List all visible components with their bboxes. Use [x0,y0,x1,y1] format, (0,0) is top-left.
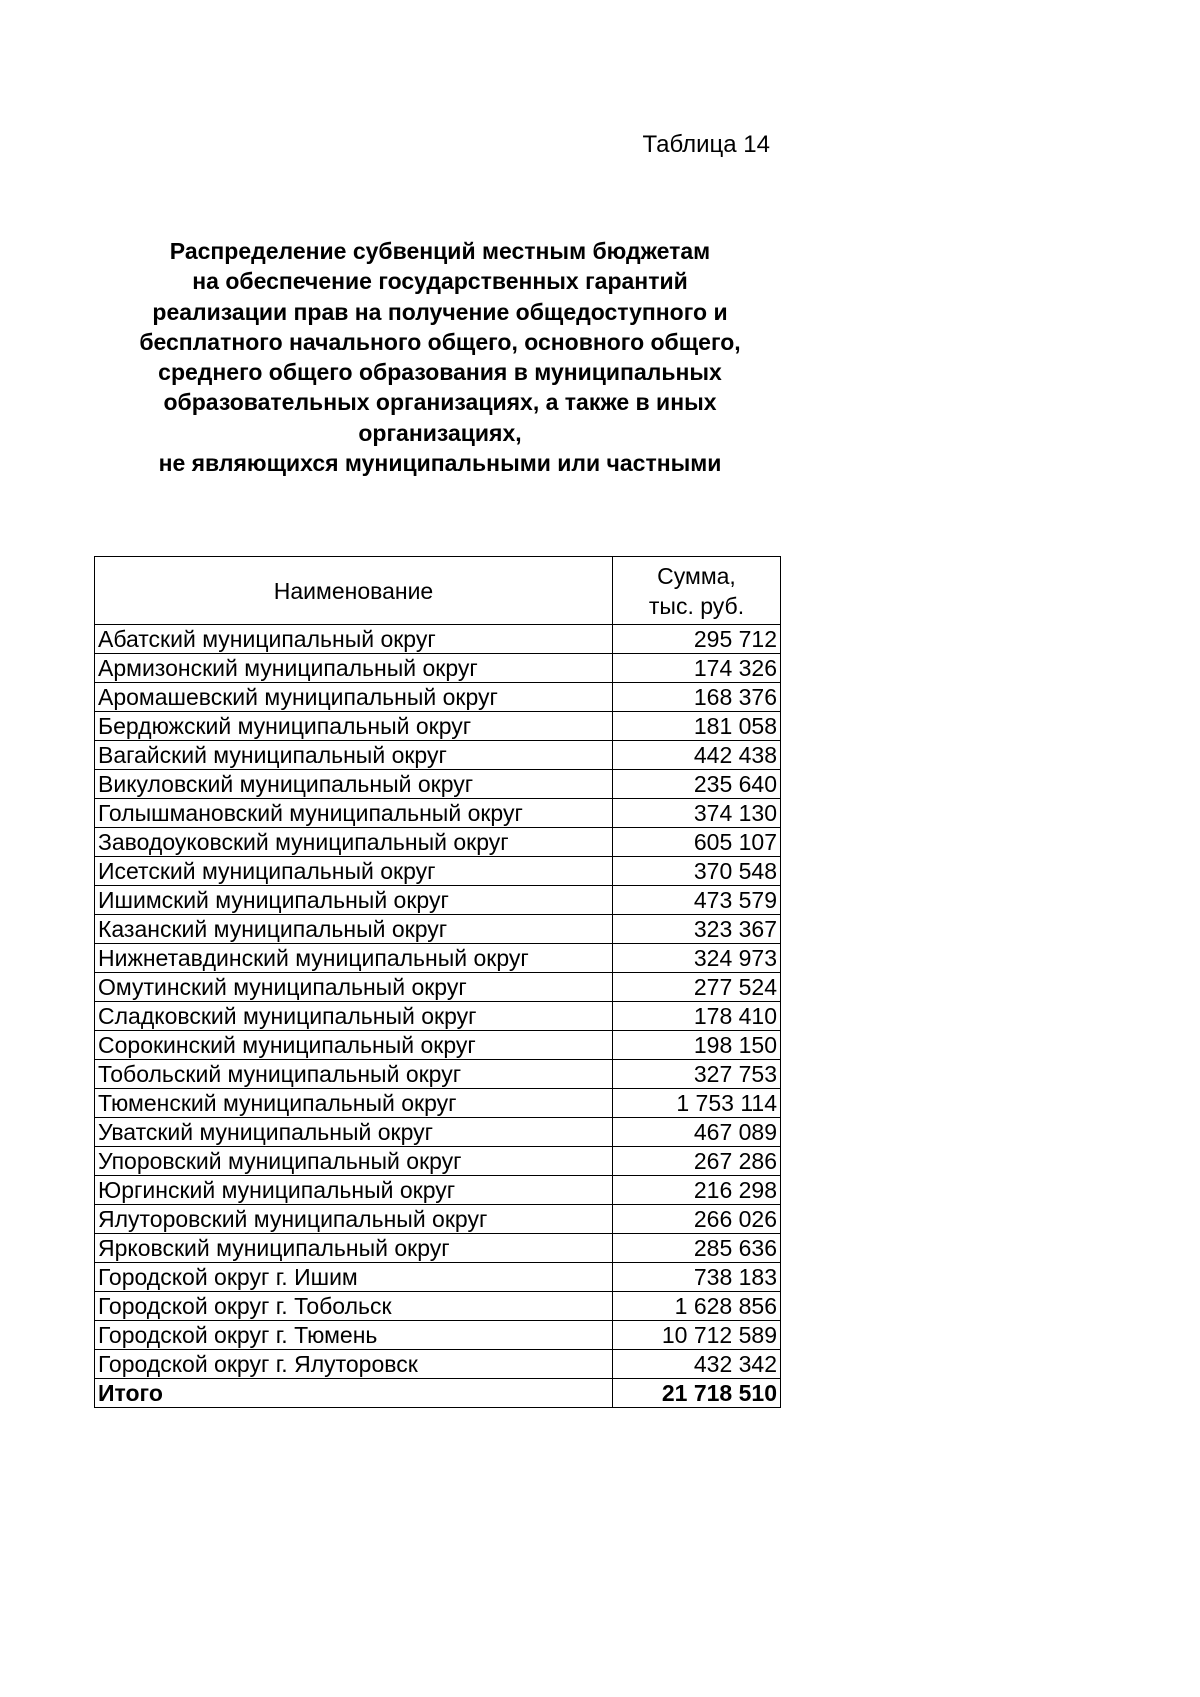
title-line: бесплатного начального общего, основного общего, [139,328,741,355]
table-row [95,770,781,799]
row-sum: 285 636 [613,1234,781,1263]
table-row [95,1321,781,1350]
row-name: Упоровский муниципальный округ [95,1147,613,1176]
table-row [95,1031,781,1060]
table-row [95,1147,781,1176]
row-name: Городской округ г. Ялуторовск [95,1350,613,1379]
table-row [95,886,781,915]
table-row [95,944,781,973]
table-row [95,857,781,886]
row-name: Казанский муниципальный округ [95,915,613,944]
row-sum: 1 753 114 [613,1089,781,1118]
title-line: не являющихся муниципальными или частными [158,450,722,477]
row-sum: 374 130 [613,799,781,828]
row-name: Городской округ г. Тобольск [95,1292,613,1321]
row-name: Городской округ г. Тюмень [95,1321,613,1350]
row-name: Ишимский муниципальный округ [95,886,613,915]
row-name: Сладковский муниципальный округ [95,1002,613,1031]
total-sum: 21 718 510 [613,1379,781,1408]
row-sum: 235 640 [613,770,781,799]
total-label: Итого [95,1379,613,1408]
row-sum: 295 712 [613,625,781,654]
row-sum: 324 973 [613,944,781,973]
title-line: реализации прав на получение общедоступного и [152,298,728,325]
total-row [95,1379,781,1408]
row-sum: 181 058 [613,712,781,741]
table-row [95,683,781,712]
table-row [95,1234,781,1263]
table-row [95,1002,781,1031]
row-name: Ялуторовский муниципальный округ [95,1205,613,1234]
table-row [95,1205,781,1234]
table-row [95,973,781,1002]
table-row [95,1089,781,1118]
table-row [95,654,781,683]
row-sum: 168 376 [613,683,781,712]
row-name: Нижнетавдинский муниципальный округ [95,944,613,973]
row-name: Бердюжский муниципальный округ [95,712,613,741]
row-name: Ярковский муниципальный округ [95,1234,613,1263]
column-header-name: Наименование [95,557,613,625]
row-name: Абатский муниципальный округ [95,625,613,654]
row-sum: 266 026 [613,1205,781,1234]
title-line: Распределение субвенций местным бюджетам [169,238,711,264]
title-line: образовательных организациях, а также в иных [163,389,717,416]
row-sum: 432 342 [613,1350,781,1379]
row-name: Сорокинский муниципальный округ [95,1031,613,1060]
column-header-sum [613,557,781,625]
document-title [90,236,790,478]
title-line: организациях, [358,419,522,446]
row-name: Тюменский муниципальный округ [95,1089,613,1118]
row-sum: 216 298 [613,1176,781,1205]
column-header-sum-line1: Сумма, [657,562,736,589]
row-name: Юргинский муниципальный округ [95,1176,613,1205]
table-row [95,828,781,857]
row-name: Тобольский муниципальный округ [95,1060,613,1089]
row-name: Голышмановский муниципальный округ [95,799,613,828]
row-sum: 198 150 [613,1031,781,1060]
row-sum: 174 326 [613,654,781,683]
table-body [95,625,781,1408]
table-row [95,1263,781,1292]
table-number: Таблица 14 [642,131,770,158]
row-name: Уватский муниципальный округ [95,1118,613,1147]
table-row [95,1060,781,1089]
table-header [95,557,781,625]
row-sum: 738 183 [613,1263,781,1292]
header-row [95,557,781,625]
row-sum: 323 367 [613,915,781,944]
row-sum: 327 753 [613,1060,781,1089]
table-row [95,915,781,944]
row-sum: 605 107 [613,828,781,857]
row-sum: 178 410 [613,1002,781,1031]
row-sum: 473 579 [613,886,781,915]
row-sum: 277 524 [613,973,781,1002]
table-row [95,741,781,770]
table-row [95,712,781,741]
row-sum: 442 438 [613,741,781,770]
row-name: Викуловский муниципальный округ [95,770,613,799]
table-row [95,1118,781,1147]
table-row [95,1292,781,1321]
row-name: Городской округ г. Ишим [95,1263,613,1292]
row-name: Армизонский муниципальный округ [95,654,613,683]
row-sum: 1 628 856 [613,1292,781,1321]
subvention-table [94,556,781,1408]
row-name: Омутинский муниципальный округ [95,973,613,1002]
row-sum: 370 548 [613,857,781,886]
column-header-sum-line2: тыс. руб. [648,592,745,619]
row-name: Исетский муниципальный округ [95,857,613,886]
table-row [95,1176,781,1205]
row-name: Заводоуковский муниципальный округ [95,828,613,857]
title-line: среднего общего образования в муниципальных [158,359,722,386]
title-line: на обеспечение государственных гарантий [192,268,688,295]
row-sum: 10 712 589 [613,1321,781,1350]
table-row [95,625,781,654]
row-name: Аромашевский муниципальный округ [95,683,613,712]
table-row [95,1350,781,1379]
row-sum: 467 089 [613,1118,781,1147]
row-sum: 267 286 [613,1147,781,1176]
row-name: Вагайский муниципальный округ [95,741,613,770]
table-row [95,799,781,828]
